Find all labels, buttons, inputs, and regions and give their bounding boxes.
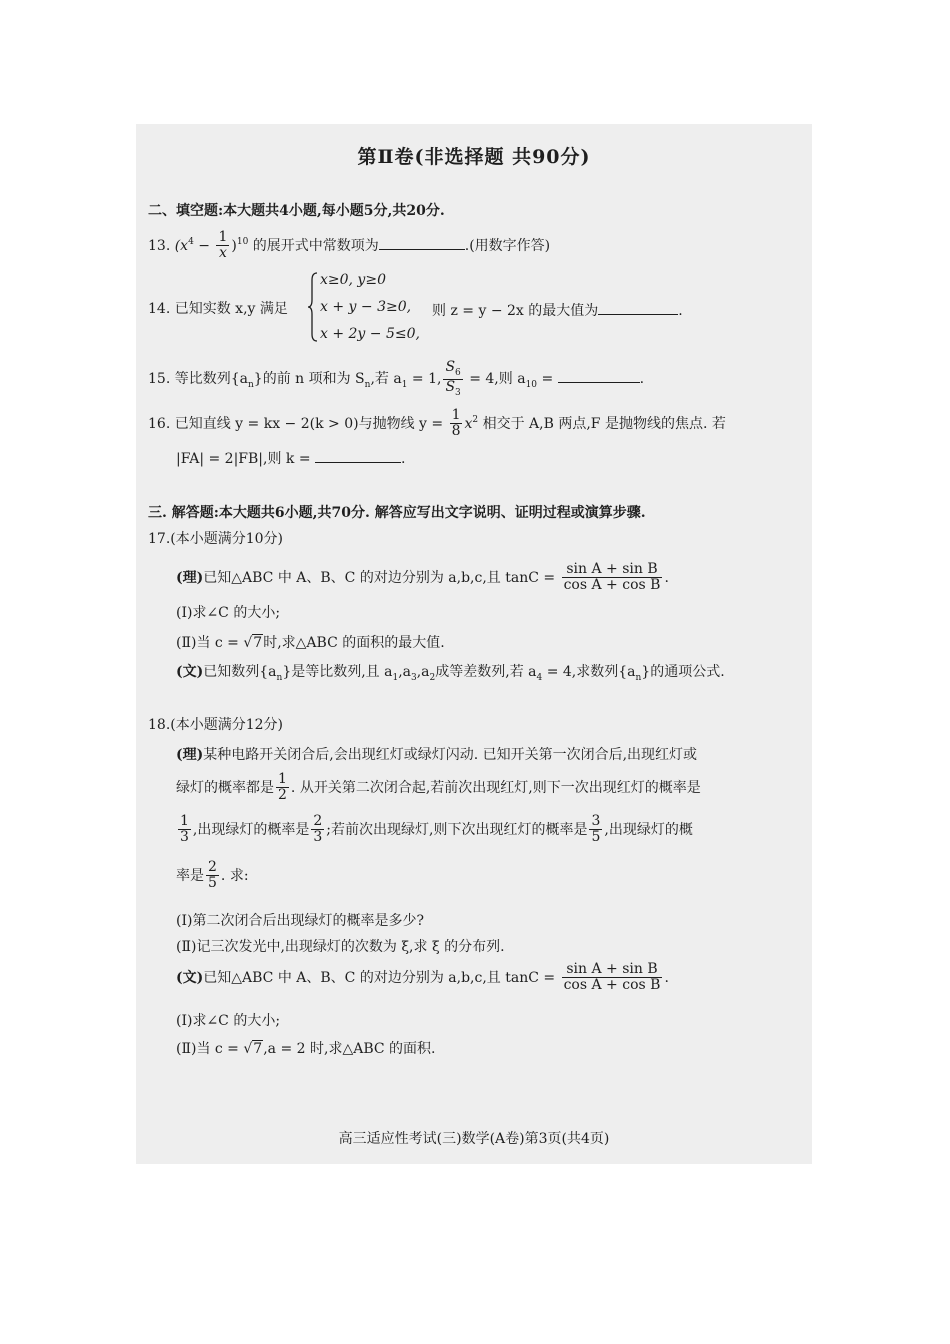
q18-wen-text: 已知△ABC 中 A、B、C 的对边分别为 a,b,c,且 tanC =: [203, 969, 560, 986]
q18-tan-fraction: [562, 962, 663, 994]
q17-head: 17.(本小题满分10分): [148, 531, 284, 547]
q18-frac-13: [178, 814, 191, 846]
q17-wen-text: 已知数列{a: [203, 664, 277, 680]
q18-l4b: . 求:: [220, 867, 249, 884]
q16-fraction: [450, 408, 463, 440]
q17-wen-s1: 1: [392, 672, 399, 683]
q14-answer-blank[interactable]: [598, 300, 678, 315]
q18-li-tag: (理): [176, 747, 204, 763]
q13-frac-num: 1: [218, 229, 228, 245]
q15-lead3: ,若 a: [370, 371, 402, 388]
q17-li-text: 已知△ABC 中 A、B、C 的对边分别为 a,b,c,且 tanC =: [203, 569, 560, 586]
q17-tan-fraction: [562, 562, 663, 594]
q14-mid: 则 z = y − 2x 的最大值为: [432, 303, 599, 319]
q15-lead: 等比数列{a: [174, 371, 248, 388]
q15-sub1: 1: [401, 379, 408, 390]
q18-frac-25-n: 2: [208, 859, 217, 875]
q15-s6-sub: 6: [455, 367, 461, 378]
q17-wen-c1: ,a: [398, 664, 411, 680]
q18-l2a: 绿灯的概率都是: [176, 779, 274, 796]
q14-tail: .: [678, 303, 683, 319]
q14-brace: [308, 272, 318, 342]
q18-frac-23-d: 3: [313, 829, 323, 846]
q17-wen: [176, 661, 725, 683]
q18-l4a: 率是: [176, 867, 204, 884]
q17-wen-text5: }的通项公式.: [641, 664, 725, 680]
q18-frac-35-d: 5: [591, 829, 601, 846]
q16-tail: .: [401, 451, 406, 467]
q13-exp4: 4: [188, 237, 194, 248]
question-16-line1: [148, 408, 726, 440]
q18-w2b: ,a = 2 时,求△ABC 的面积.: [263, 1041, 436, 1057]
q17-part1: (Ⅰ)求∠C 的大小;: [176, 605, 281, 621]
q17-li-tag: (理): [176, 569, 204, 586]
question-15: [148, 360, 644, 398]
q17-wen-c2: ,a: [416, 664, 430, 680]
q13-expr: (x: [174, 237, 189, 254]
q18-wen-part1: (Ⅰ)求∠C 的大小;: [176, 1013, 281, 1029]
q18-line3: [176, 814, 693, 846]
q13-tail: .(用数字作答): [464, 237, 551, 254]
q16-frac-num: 1: [451, 407, 461, 423]
q17-wen-text3: 成等差数列,若 a: [435, 664, 537, 680]
exam-page: [136, 124, 812, 1164]
page-footer: 高三适应性考试(三)数学(A卷)第3页(共4页): [338, 1131, 610, 1147]
q18-head: 18.(本小题满分12分): [148, 717, 284, 733]
q18-wen-part2: (Ⅱ)当 c = √7,a = 2 时,求△ABC 的面积.: [176, 1041, 436, 1057]
q16-frac-den: 8: [451, 423, 461, 440]
q17-wen-sub: n: [276, 672, 283, 683]
q18-l2b: . 从开关第二次闭合起,若前次出现红灯,则下一次出现红灯的概率是: [290, 779, 701, 796]
q18-line4: [176, 860, 249, 892]
q18-frac-35: [589, 814, 602, 846]
q15-eq1: = 1,: [407, 371, 442, 388]
q15-sub-n: n: [247, 379, 254, 390]
q18-frac-num: sin A + sin B: [562, 962, 663, 978]
q16-sq: 2: [472, 415, 479, 426]
q18-frac-13-d: 3: [180, 829, 189, 846]
q13-exp10: 10: [236, 237, 249, 248]
q17-li-end: .: [664, 569, 669, 586]
q18-part2: (Ⅱ)记三次发光中,出现绿灯的次数为 ξ,求 ξ 的分布列.: [176, 939, 505, 955]
q14-lead: 已知实数 x,y 满足: [174, 301, 288, 317]
q15-answer-blank[interactable]: [558, 368, 640, 383]
q18-frac-35-n: 3: [591, 813, 601, 829]
q13-number: 13.: [148, 237, 171, 254]
q17-p2-radicand: 7: [253, 635, 263, 651]
q18-wen-tag: (文): [176, 969, 204, 986]
q18-frac-half-n: 1: [278, 771, 287, 787]
q15-number: 15.: [148, 371, 171, 388]
question-16-line2: [176, 448, 405, 468]
q17-wen-s2: 2: [429, 672, 436, 683]
q15-eqsign: =: [537, 371, 558, 388]
q14-constraint-3: x + 2y − 5≤0,: [320, 326, 420, 342]
page-title: 第Ⅱ卷(非选择题 共90分): [357, 146, 591, 168]
q18-line1: [176, 744, 697, 764]
q17-p2b: 时,求△ABC 的面积的最大值.: [263, 635, 445, 651]
q18-frac-half: [276, 772, 289, 804]
q15-s3-sub: 3: [455, 387, 461, 398]
q18-wen: [176, 962, 669, 994]
q18-l3b: ;若前次出现绿灯,则下次出现红灯的概率是: [326, 821, 588, 838]
q18-w2a: (Ⅱ)当 c =: [176, 1041, 244, 1057]
q16-x: x: [464, 415, 473, 432]
section3-header: 三. 解答题:本大题共6小题,共70分. 解答应写出文字说明、证明过程或演算步骤.: [148, 505, 646, 521]
q18-wen-end: .: [664, 969, 669, 986]
q15-sub-n2: n: [364, 379, 371, 390]
q17-wen-text4: = 4,求数列{a: [542, 664, 636, 680]
q15-s6: S: [445, 359, 456, 375]
q13-minus: −: [193, 237, 215, 254]
q17-frac-num: sin A + sin B: [562, 562, 663, 578]
q14-tail-line: [432, 300, 683, 320]
q18-l3a: ,出现绿灯的概率是: [192, 821, 310, 838]
q14-constraint-1: x≥0, y≥0: [320, 272, 386, 288]
q18-part1: (Ⅰ)第二次闭合后出现绿灯的概率是多少?: [176, 913, 424, 929]
q13-frac-den: x: [218, 245, 227, 262]
q15-lead2: }的前 n 项和为 S: [253, 371, 365, 388]
q18-frac-den: cos A + cos B: [563, 977, 661, 994]
q17-wen-tag: (文): [176, 664, 204, 680]
q13-text: 的展开式中常数项为: [252, 237, 379, 254]
q17-wen-s5: n: [635, 672, 642, 683]
q15-s3: S: [445, 378, 456, 395]
q18-line2: [176, 772, 701, 804]
q17-li: [176, 562, 669, 594]
q15-fraction: [443, 360, 462, 398]
question-14: [148, 298, 288, 318]
q14-constraint-2: x + y − 3≥0,: [320, 299, 412, 315]
q17-wen-text2: }是等比数列,且 a: [282, 664, 393, 680]
q18-l3c: ,出现绿灯的概: [604, 821, 693, 838]
q18-frac-25: [206, 860, 219, 892]
q17-wen-s3: 3: [411, 672, 417, 683]
q16-number: 16.: [148, 415, 171, 432]
q17-part2: (Ⅱ)当 c = √7时,求△ABC 的面积的最大值.: [176, 635, 445, 651]
question-13: 13. ($x^4$ − $\frac{1}{x}$ )$^{10}$ 的展开式中常数项为 .(用数字作答): [148, 229, 551, 262]
q15-sub10: 10: [525, 379, 538, 390]
q18-w2-radicand: 7: [253, 1041, 263, 1057]
q18-frac-23-n: 2: [313, 813, 323, 829]
section2-header: 二、填空题:本大题共4小题,每小题5分,共20分.: [148, 203, 445, 219]
q13-fraction: [216, 230, 229, 262]
q14-number: 14.: [148, 301, 171, 317]
q18-l1: 某种电路开关闭合后,会出现红灯或绿灯闪动. 已知开关第一次闭合后,出现红灯或: [203, 747, 698, 763]
q15-tail: .: [639, 371, 645, 388]
q16-line1c: 相交于 A,B 两点,F 是抛物线的焦点. 若: [478, 415, 726, 432]
q17-wen-s4: 4: [536, 672, 543, 683]
q18-frac-13-n: 1: [180, 813, 189, 829]
q13-answer-blank[interactable]: [379, 235, 465, 250]
q15-eq4: = 4,则 a: [464, 371, 526, 388]
q18-frac-23: [311, 814, 324, 846]
q16-line1a: 已知直线 y = kx − 2(k > 0)与抛物线 y =: [174, 415, 448, 432]
q17-frac-den: cos A + cos B: [563, 577, 661, 594]
q16-line2a: |FA| = 2|FB|,则 k =: [176, 451, 316, 467]
q16-answer-blank[interactable]: [315, 448, 401, 463]
q17-p2a: (Ⅱ)当 c =: [176, 635, 244, 651]
q18-frac-25-d: 5: [208, 875, 217, 892]
q18-frac-half-d: 2: [278, 787, 287, 804]
